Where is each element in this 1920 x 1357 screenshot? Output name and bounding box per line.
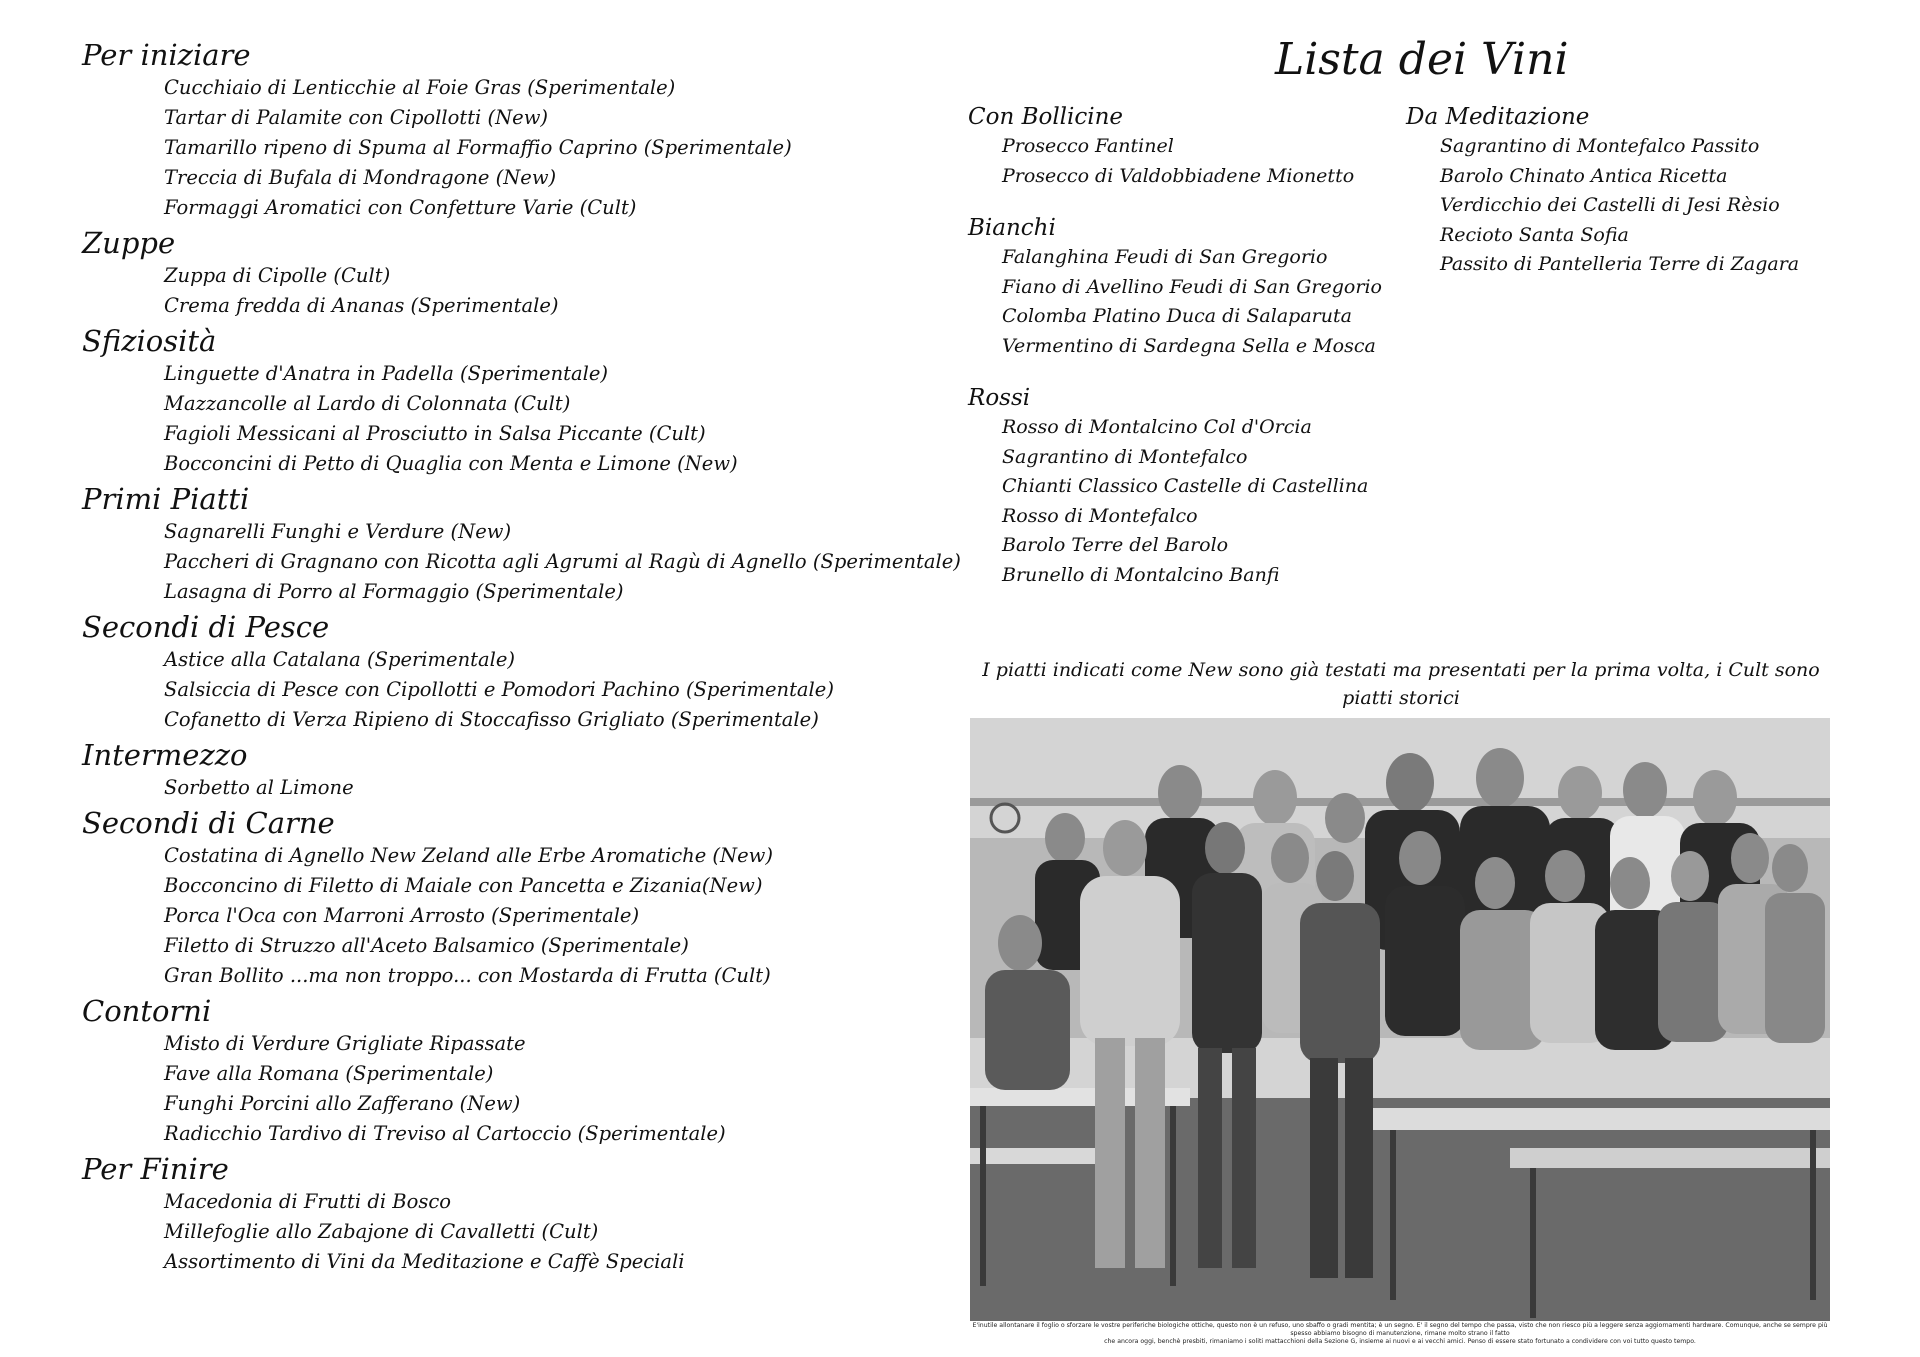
wine-item: Prosecco Fantinel (1002, 135, 1174, 157)
menu-dish: Tamarillo ripeno di Spuma al Formaffio Caprino (Sperimentale) (164, 136, 792, 159)
menu-dish: Treccia di Bufala di Mondragone (New) (164, 166, 557, 189)
menu-dish: Macedonia di Frutti di Bosco (164, 1190, 451, 1213)
menu-dish: Gran Bollito ...ma non troppo... con Mostarda di Frutta (Cult) (164, 964, 771, 987)
wine-column-left (968, 102, 1388, 612)
menu-section-title: Primi Piatti (82, 482, 250, 516)
wine-item: Fiano di Avellino Feudi di San Gregorio (1002, 275, 1382, 298)
menu-dish: Cofanetto di Verza Ripieno di Stoccafisso Grigliato (Sperimentale) (164, 708, 819, 731)
menu-section-title: Per Finire (82, 1152, 229, 1186)
wine-group (968, 213, 1388, 361)
menu-dish: Millefoglie allo Zabajone di Cavalletti (Cult) (164, 1220, 599, 1243)
legend-note-line: I piatti indicati come New sono già testati ma presentati per la prima volta, i Cult sono piatti storici (982, 659, 1820, 709)
wine-item: Falanghina Feudi di San Gregorio (1002, 246, 1328, 268)
menu-dish: Zuppa di Cipolle (Cult) (164, 264, 391, 287)
menu-dish: Assortimento di Vini da Meditazione e Caffè Speciali (164, 1250, 685, 1273)
wine-group (968, 383, 1388, 590)
menu-dish: Paccheri di Gragnano con Ricotta agli Agrumi al Ragù di Agnello (Sperimentale) (164, 550, 961, 573)
wine-group (1406, 102, 1886, 280)
photo-caption (970, 1322, 1830, 1346)
wine-item: Sagrantino di Montefalco Passito (1440, 135, 1760, 157)
menu-dish: Sagnarelli Funghi e Verdure (New) (164, 520, 512, 543)
menu-section-title: Intermezzo (82, 738, 248, 772)
wine-item: Verdicchio dei Castelli di Jesi Rèsio (1440, 194, 1780, 216)
menu-sections (82, 37, 962, 1277)
menu-dish: Radicchio Tardivo di Treviso al Cartoccio (Sperimentale) (164, 1122, 726, 1145)
menu-section (82, 225, 962, 321)
menu-dish: Sorbetto al Limone (164, 776, 354, 799)
menu-section (82, 37, 962, 223)
wine-item: Passito di Pantelleria Terre di Zagara (1440, 253, 1800, 275)
wine-item: Colomba Platino Duca di Salaparuta (1002, 305, 1352, 327)
wine-item: Chianti Classico Castelle di Castellina (1002, 475, 1369, 497)
menu-section-title: Contorni (82, 994, 212, 1028)
wine-item: Brunello di Montalcino Banfi (1002, 563, 1280, 586)
menu-dish: Lasagna di Porro al Formaggio (Sperimentale) (164, 580, 624, 603)
menu-section (82, 481, 962, 607)
wine-category: Da Meditazione (1406, 104, 1590, 130)
menu-dish: Funghi Porcini allo Zafferano (New) (164, 1092, 521, 1115)
menu-dish: Astice alla Catalana (Sperimentale) (164, 648, 515, 671)
menu-dish: Crema fredda di Ananas (Sperimentale) (164, 294, 559, 317)
menu-section (82, 737, 962, 803)
wine-item: Vermentino di Sardegna Sella e Mosca (1002, 334, 1376, 357)
wine-item: Prosecco di Valdobbiadene Mionetto (1002, 164, 1355, 187)
menu-dish: Costatina di Agnello New Zeland alle Erbe Aromatiche (New) (164, 844, 773, 867)
menu-dish: Formaggi Aromatici con Confetture Varie (Cult) (164, 196, 637, 219)
group-photo (970, 718, 1830, 1321)
wine-category: Bianchi (968, 215, 1056, 241)
menu-section (82, 805, 962, 991)
wine-item: Rosso di Montalcino Col d'Orcia (1002, 416, 1312, 438)
menu-dish: Filetto di Struzzo all'Aceto Balsamico (Sperimentale) (164, 934, 689, 957)
menu-dish: Fagioli Messicani al Prosciutto in Salsa Piccante (Cult) (164, 422, 706, 445)
menu-section-title: Secondi di Pesce (82, 610, 330, 644)
menu-dish: Tartar di Palamite con Cipollotti (New) (164, 106, 549, 129)
wine-category: Rossi (968, 385, 1031, 411)
menu-dish: Bocconcini di Petto di Quaglia con Menta e Limone (New) (164, 452, 738, 475)
menu-section-title: Secondi di Carne (82, 806, 335, 840)
wine-list-title: Lista dei Vini (1275, 34, 1569, 85)
menu-dish: Fave alla Romana (Sperimentale) (164, 1062, 494, 1085)
wine-category: Con Bollicine (968, 104, 1124, 130)
wine-item: Barolo Terre del Barolo (1002, 534, 1229, 556)
menu-dish: Mazzancolle al Lardo di Colonnata (Cult) (164, 392, 571, 415)
photo-caption-line: E'inutile allontanare il foglio o sforzare le vostre periferiche biologiche ottiche, questo non è un refuso, uno sbaffo o gradi mentita; è un segno. E' il segno del tempo che passa, visto che non riesco più a leggere senza aggiornamenti hardware. Comunque, anche se sempre più spesso abbiamo bisogno di manutenzione, rimane molto strano il fatto (972, 1322, 1828, 1337)
menu-section (82, 993, 962, 1149)
menu-section (82, 609, 962, 735)
wine-item: Sagrantino di Montefalco (1002, 445, 1248, 468)
photo-caption-line: che ancora oggi, benchè presbiti, rimaniamo i soliti mattacchioni della Sezione G, insieme ai nuovi e ai vecchi amici. Penso di essere stato fortunato a condividere con voi tutto questo tempo. (1104, 1338, 1696, 1345)
menu-section (82, 1151, 962, 1277)
wine-column-right (1406, 102, 1886, 302)
wine-group (968, 102, 1388, 191)
menu-dish: Salsiccia di Pesce con Cipollotti e Pomodori Pachino (Sperimentale) (164, 678, 834, 701)
menu-dish: Misto di Verdure Grigliate Ripassate (164, 1032, 526, 1055)
menu-section-title: Zuppe (82, 226, 176, 260)
group-photo-illustration (970, 718, 1830, 1321)
menu-dish: Bocconcino di Filetto di Maiale con Pancetta e Zizania(New) (164, 874, 763, 897)
wine-item: Barolo Chinato Antica Ricetta (1440, 164, 1728, 187)
menu-section-title: Per iniziare (82, 38, 251, 72)
menu-section (82, 323, 962, 479)
menu-dish: Linguette d'Anatra in Padella (Sperimentale) (164, 362, 608, 385)
menu-dish: Cucchiaio di Lenticchie al Foie Gras (Sperimentale) (164, 76, 676, 99)
menu-dish: Porca l'Oca con Marroni Arrosto (Sperimentale) (164, 904, 640, 927)
menu-column (82, 35, 962, 1277)
wine-item: Recioto Santa Sofia (1440, 223, 1629, 246)
menu-section-title: Sfiziosità (82, 324, 217, 358)
wine-item: Rosso di Montefalco (1002, 504, 1198, 527)
